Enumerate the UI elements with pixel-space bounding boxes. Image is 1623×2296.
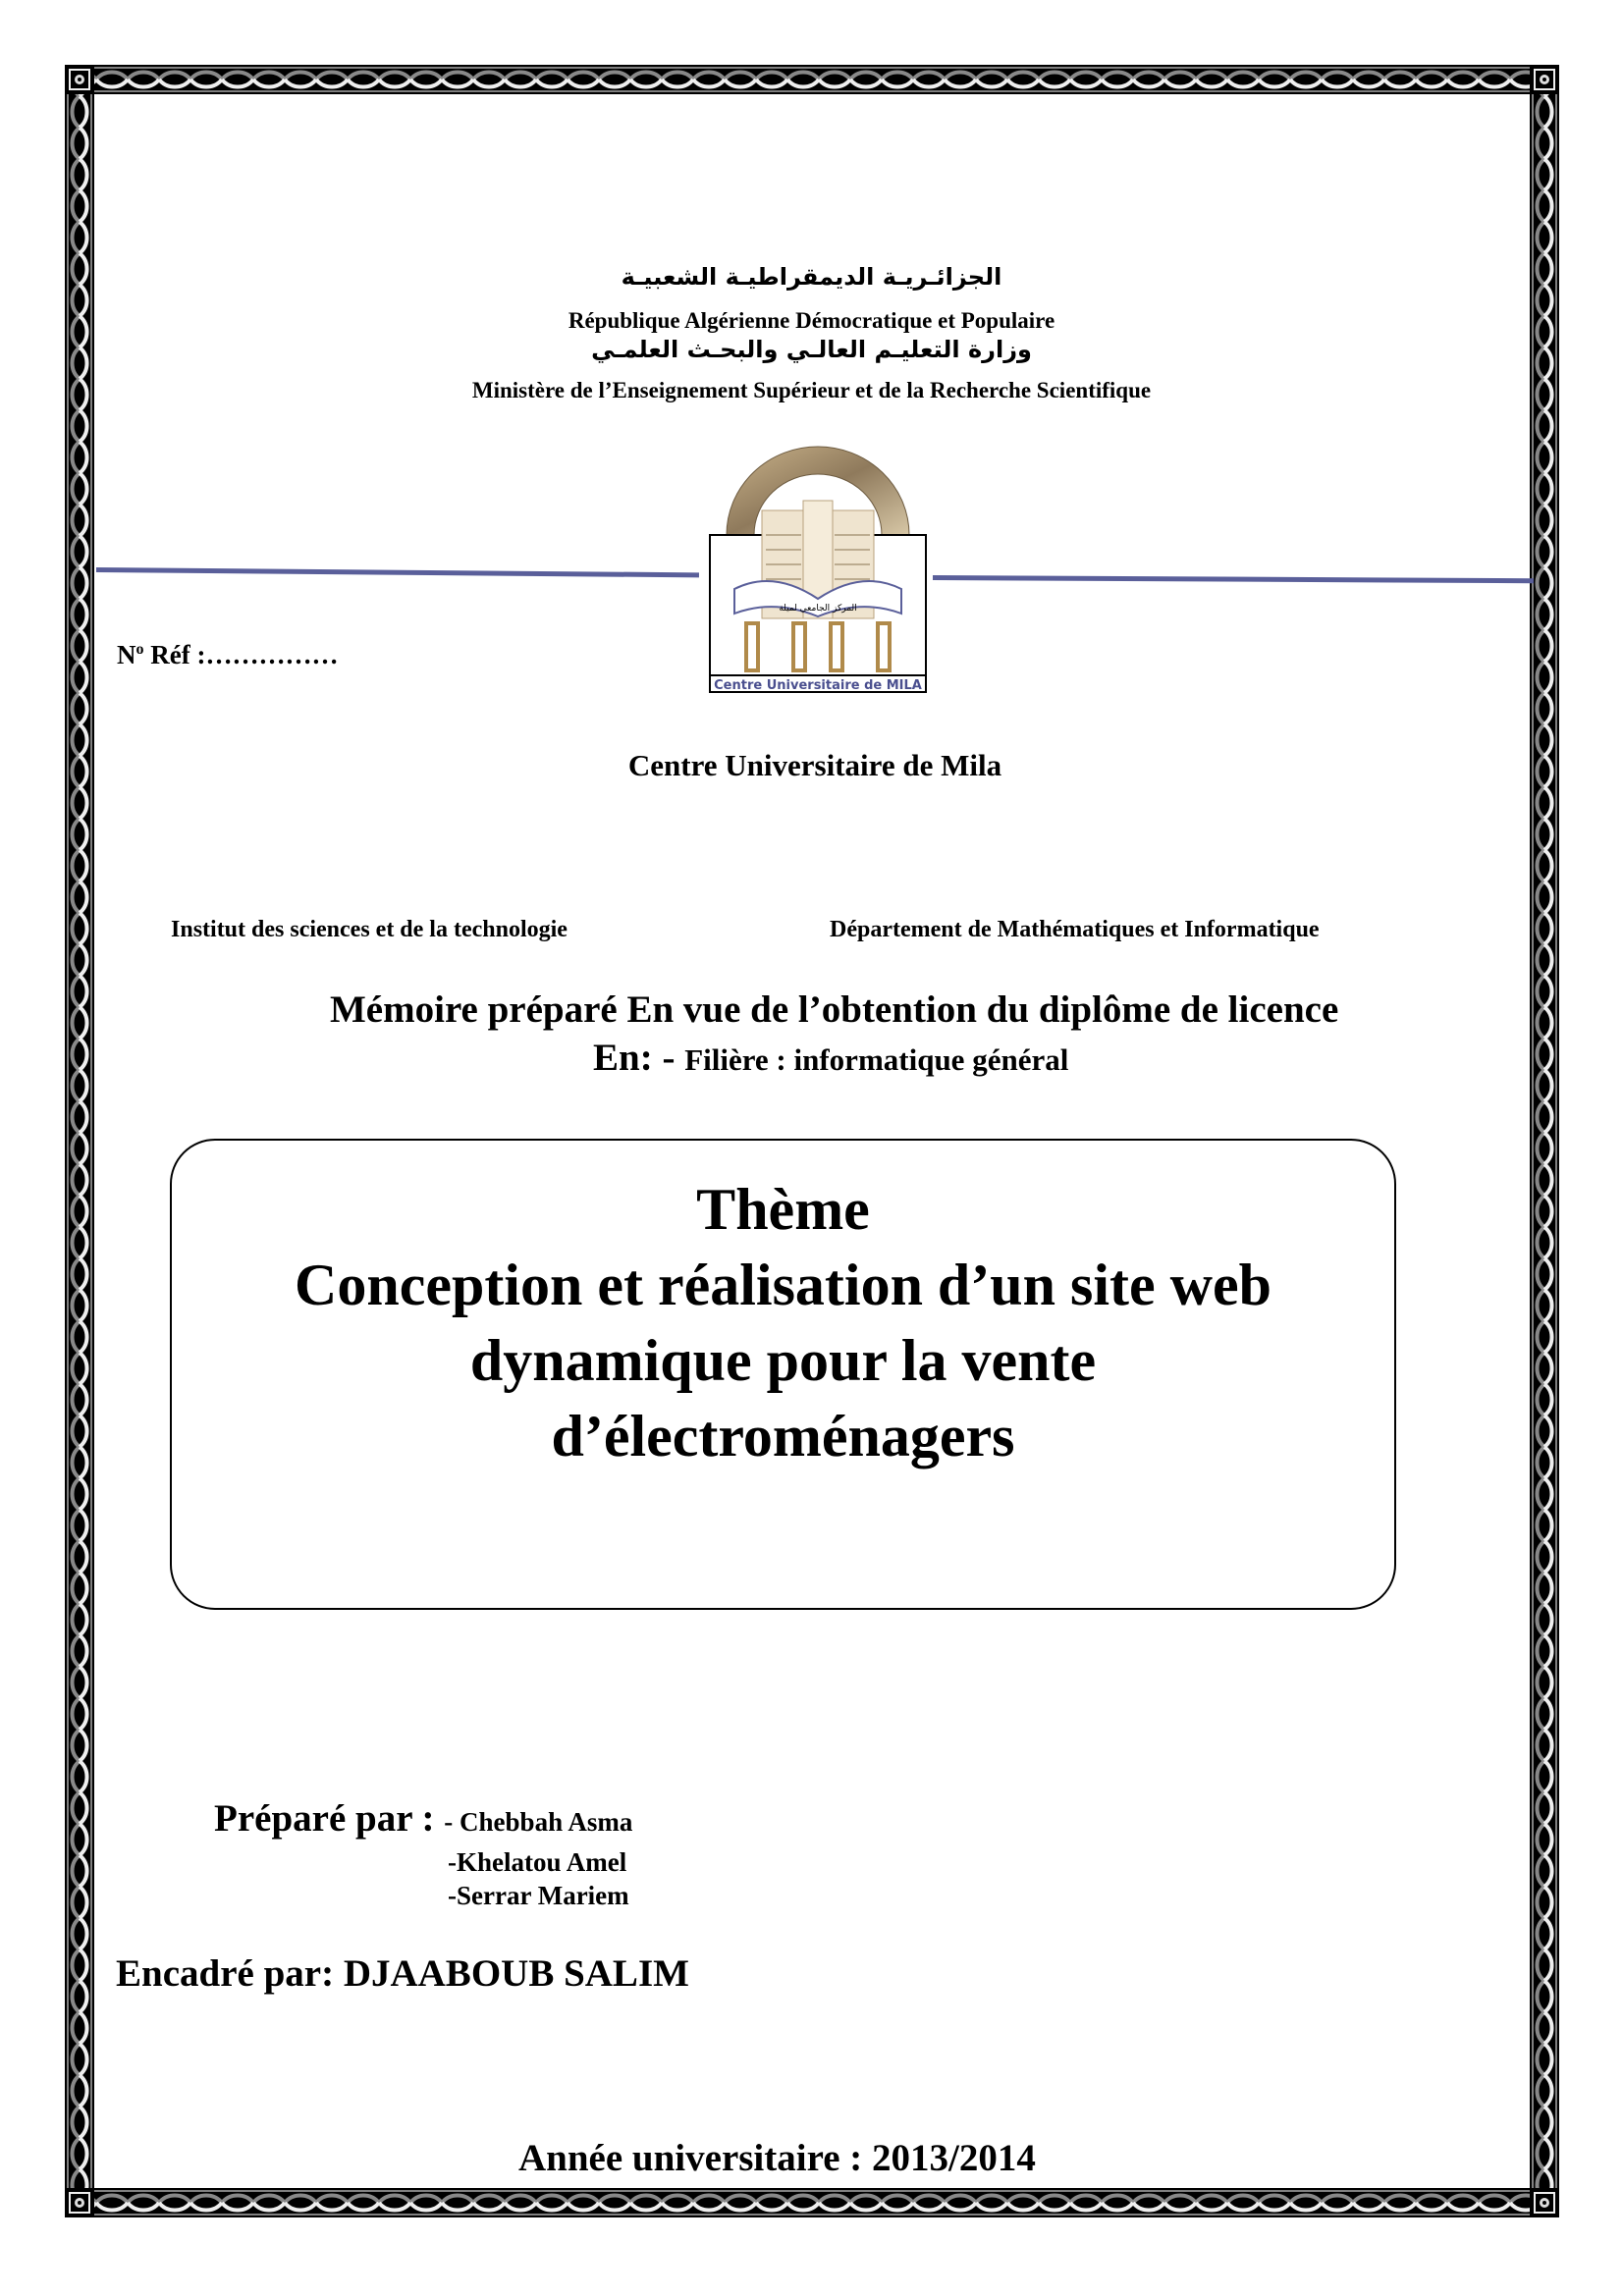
logo-caption: Centre Universitaire de MILA	[714, 678, 922, 693]
theme-title-line: d’électroménagers	[551, 1404, 1015, 1468]
reference-number	[117, 640, 338, 670]
institute-name: Institut des sciences et de la technologie	[171, 917, 568, 942]
degree-statement: Mémoire préparé En vue de l’obtention du diplôme de licence	[330, 988, 1339, 1031]
border-top	[65, 65, 1559, 94]
institution-name: Centre Universitaire de Mila	[627, 748, 1002, 782]
reference-label: N	[117, 640, 136, 669]
border-corner-ornament	[65, 65, 94, 94]
academic-year-label: Année universitaire :	[518, 2137, 872, 2179]
degree-field-value: Filière : informatique général	[684, 1042, 1069, 1077]
arabic-republic-name: الجزائـريـة الديمقراطيـة الشعبيـة	[621, 263, 1002, 291]
logo-arabic-caption: المركز الجامعي لميلة	[779, 604, 857, 614]
arabic-ministry-name: وزارة التعليـم العالـي والبحـث العلمـي	[591, 336, 1032, 363]
supervisor-name: DJAABOUB SALIM	[343, 1952, 689, 1995]
theme-heading: Thème	[696, 1177, 870, 1242]
degree-field-prefix: En: -	[593, 1037, 685, 1079]
reference-dots: Réf :……………	[143, 640, 339, 669]
border-corner-ornament	[1530, 65, 1559, 94]
border-bottom	[65, 2188, 1559, 2217]
academic-year	[518, 2136, 1036, 2180]
ministry-name: Ministère de l’Enseignement Supérieur et de la Recherche Scientifique	[471, 378, 1152, 402]
supervisor	[116, 1951, 689, 1996]
author-name: - Chebbah Asma	[444, 1807, 633, 1837]
author-name: -Serrar Mariem	[448, 1881, 629, 1910]
department-name: Département de Mathématiques et Informatique	[830, 917, 1320, 942]
supervisor-label: Encadré par:	[116, 1952, 344, 1995]
author-name: -Khelatou Amel	[448, 1847, 627, 1877]
university-logo	[705, 442, 931, 697]
authors-label: Préparé par :	[214, 1797, 445, 1840]
theme-box	[170, 1139, 1396, 1610]
republic-name: République Algérienne Démocratique et Populaire	[568, 308, 1055, 333]
theme-title-line: dynamique pour la vente	[469, 1328, 1097, 1393]
degree-field	[593, 1036, 1068, 1080]
theme-title-line: Conception et réalisation d’un site web	[295, 1253, 1271, 1317]
border-corner-ornament	[1530, 2188, 1559, 2217]
academic-year-value: 2013/2014	[872, 2137, 1036, 2179]
authors-first-line	[214, 1796, 632, 1841]
border-corner-ornament	[65, 2188, 94, 2217]
reference-label-sup: o	[135, 641, 144, 658]
